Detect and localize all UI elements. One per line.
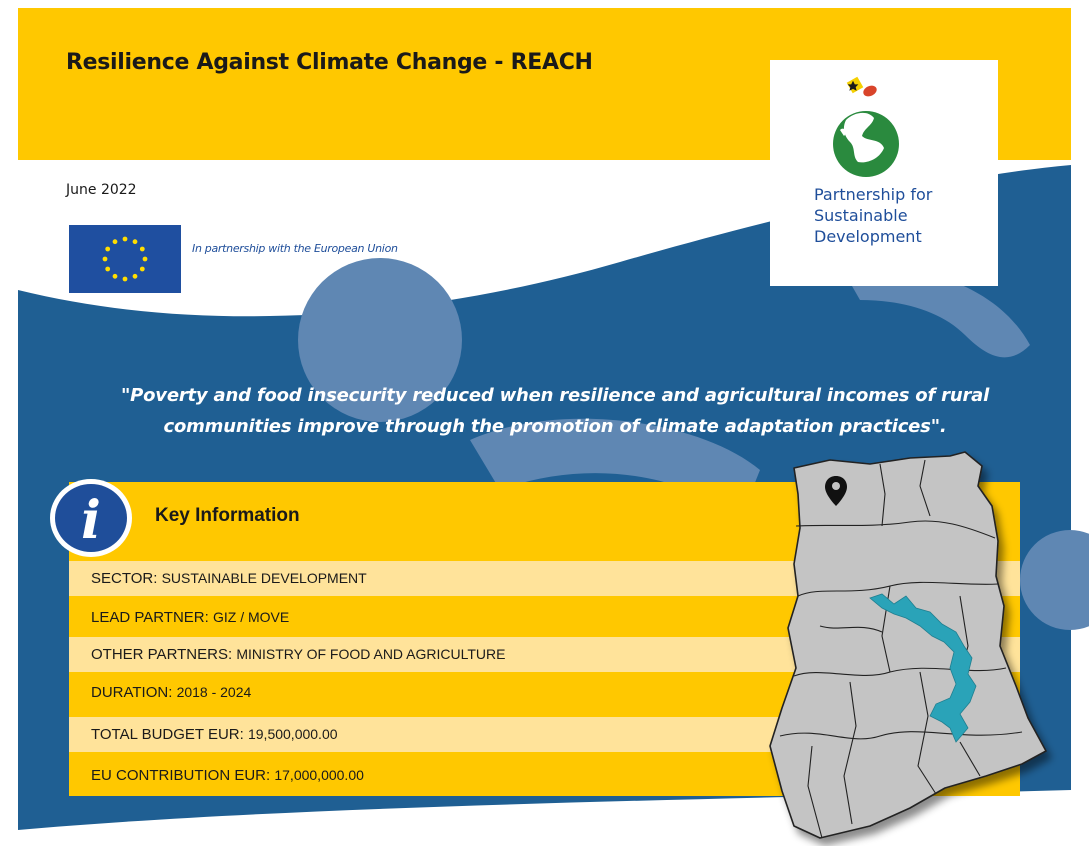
psd-logo-icon xyxy=(828,72,908,177)
psd-logo-text xyxy=(814,184,932,247)
eu-partnership-text: In partnership with the European Union xyxy=(192,242,398,255)
row-label: SECTOR: xyxy=(91,570,158,587)
logo-line-3: Development xyxy=(814,227,922,246)
row-value: 2018 - 2024 xyxy=(176,684,252,700)
info-icon xyxy=(47,476,135,560)
row-label: TOTAL BUDGET EUR: xyxy=(91,726,244,743)
svg-text:i: i xyxy=(81,490,101,551)
logo-line-2: Sustainable xyxy=(814,206,908,225)
eu-flag-icon xyxy=(69,225,181,293)
row-value: 19,500,000.00 xyxy=(247,726,338,742)
row-label: OTHER PARTNERS: xyxy=(91,646,233,663)
row-value: SUSTAINABLE DEVELOPMENT xyxy=(161,570,367,586)
ghana-map xyxy=(760,446,1060,846)
logo-line-1: Partnership for xyxy=(814,185,933,204)
report-date: June 2022 xyxy=(66,182,137,198)
project-quote: "Poverty and food insecurity reduced when resilience and agricultural incomes of rural communities improve through the promotion of climate adaptation practices". xyxy=(120,385,990,437)
psd-logo xyxy=(770,60,998,286)
row-label: EU CONTRIBUTION EUR: xyxy=(91,767,271,784)
row-value: GIZ / MOVE xyxy=(212,609,290,625)
key-information-title: Key Information xyxy=(155,505,300,526)
row-label: DURATION: xyxy=(91,684,173,701)
page-title: Resilience Against Climate Change - REACH xyxy=(66,50,593,75)
row-value: 17,000,000.00 xyxy=(274,767,364,783)
row-value: MINISTRY OF FOOD AND AGRICULTURE xyxy=(236,646,506,662)
row-label: LEAD PARTNER: xyxy=(91,609,209,626)
